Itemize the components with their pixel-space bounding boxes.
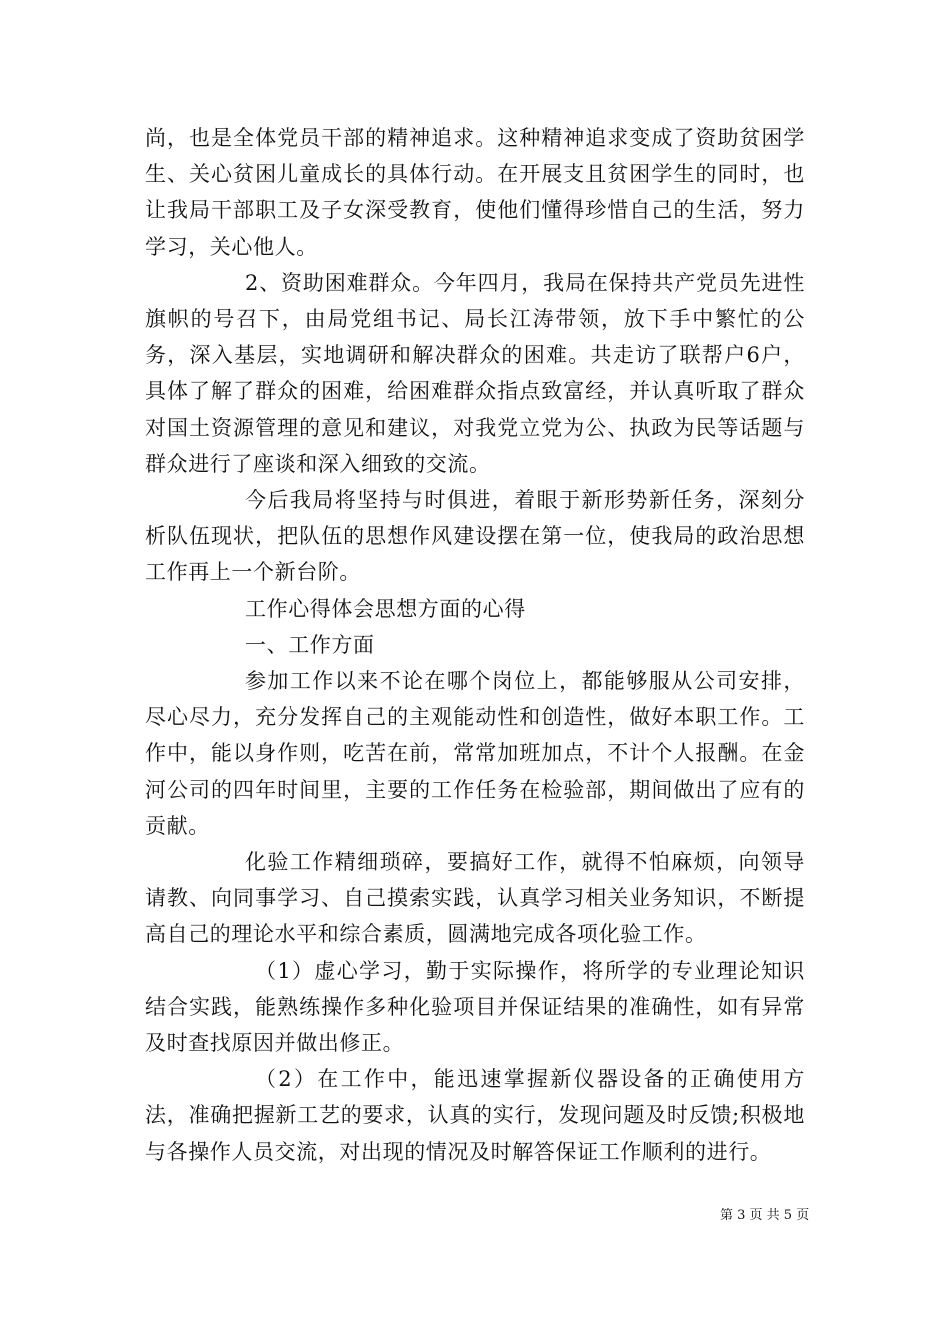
paragraph-4: 参加工作以来不论在哪个岗位上，都能够服从公司安排，尽心尽力，充分发挥自己的主观能动性和创造性，做好本职工作。工作中，能以身作则，吃苦在前，常常加班加点，不计个人报酬。在金河公司的四年时间里，主要的工作任务在检验部，期间做出了应有的贡献。: [145, 669, 805, 838]
page-number: 第 3 页 共 5 页: [720, 1208, 810, 1223]
paragraph-3: 今后我局将坚持与时俱进，着眼于新形势新任务，深刻分析队伍现状，把队伍的思想作风建设摆在第一位，使我局的政治思想工作再上一个新台阶。: [145, 488, 805, 585]
page-footer: [720, 1204, 809, 1223]
paragraph-7: （2）在工作中，能迅速掌握新仪器设备的正确使用方法，准确把握新工艺的要求，认真的实行，发现问题及时反馈;积极地与各操作人员交流，对出现的情况及时解答保证工作顺利的进行。: [145, 1067, 805, 1164]
paragraph-1: 尚，也是全体党员干部的精神追求。这种精神追求变成了资助贫困学生、关心贫困儿童成长的具体行动。在开展支且贫困学生的同时，也让我局干部职工及子女深受教育，使他们懂得珍惜自己的生活，努力学习，关心他人。: [145, 126, 805, 259]
paragraph-2: 2、资助困难群众。今年四月，我局在保持共产党员先进性旗帜的号召下，由局党组书记、局长江涛带领，放下手中繁忙的公务，深入基层，实地调研和解决群众的困难。共走访了联帮户6户，具体了解了群众的困难，给困难群众指点致富经，并认真听取了群众对国土资源管理的意见和建议，对我党立党为公、执政为民等话题与群众进行了座谈和深入细致的交流。: [145, 270, 805, 476]
section-heading: 工作心得体会思想方面的心得: [245, 596, 526, 621]
subheading-work: 一、工作方面: [245, 632, 375, 657]
body-text: [145, 120, 805, 1170]
paragraph-6: （1）虚心学习，勤于实际操作，将所学的专业理论知识结合实践，能熟练操作多种化验项目并保证结果的准确性，如有异常及时查找原因并做出修正。: [145, 958, 805, 1056]
paragraph-5: 化验工作精细琐碎，要搞好工作，就得不怕麻烦，向领导请教、向同事学习、自己摸索实践，认真学习相关业务知识，不断提高自己的理论水平和综合素质，圆满地完成各项化验工作。: [145, 850, 805, 947]
